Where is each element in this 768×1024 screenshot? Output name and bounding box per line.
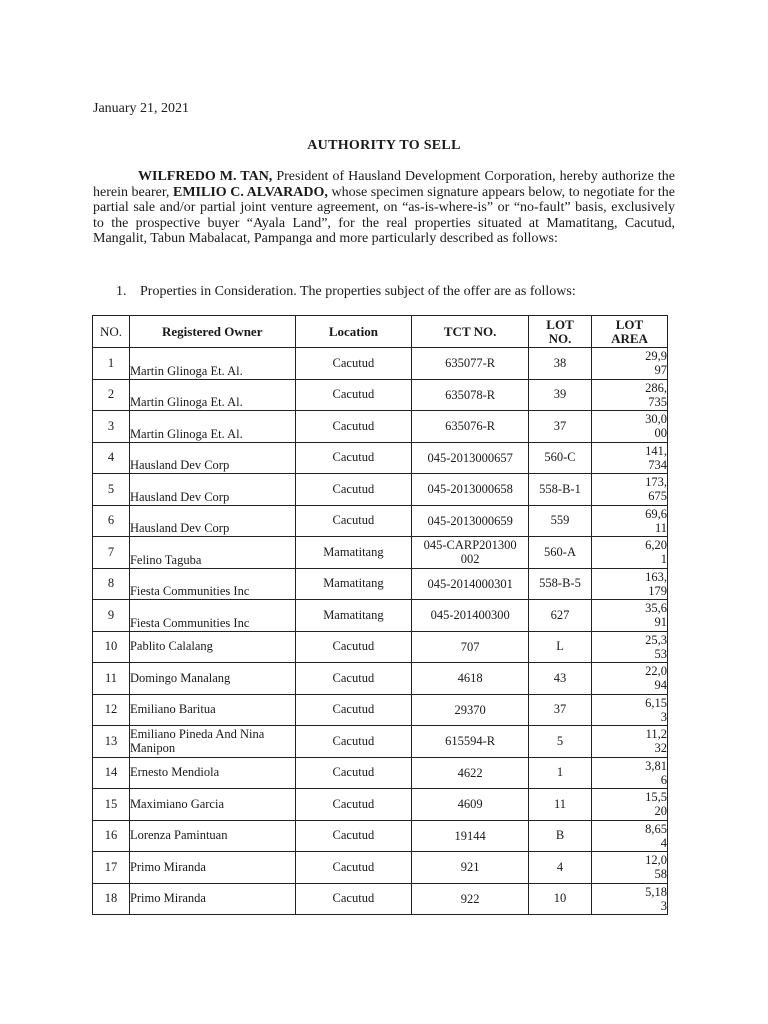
cell-location: Mamatitang — [295, 537, 412, 569]
cell-no: 17 — [93, 852, 130, 884]
cell-lot-no: 558-B-1 — [529, 474, 592, 506]
lot-area-value: 35,691 — [645, 601, 667, 630]
cell-lot-no: 5 — [529, 726, 592, 758]
list-item-text: Properties in Consideration. The properties subject of the offer are as follows: — [140, 284, 576, 299]
cell-no: 10 — [93, 631, 130, 663]
cell-location: Cacutud — [295, 820, 412, 852]
cell-tct: 045-2013000657 — [412, 442, 529, 474]
cell-no: 6 — [93, 505, 130, 537]
lot-area-value: 286,735 — [645, 380, 667, 409]
table-row — [93, 537, 668, 569]
table-row — [93, 663, 668, 695]
lot-area-value: 30,000 — [645, 412, 667, 441]
header-no: NO. — [93, 316, 130, 348]
cell-tct: 045-CARP201300002 — [412, 537, 529, 569]
cell-location: Cacutud — [295, 442, 412, 474]
cell-lot-no: 10 — [529, 883, 592, 915]
cell-no: 15 — [93, 789, 130, 821]
table-row — [93, 379, 668, 411]
cell-lot-area — [592, 442, 668, 474]
cell-no: 11 — [93, 663, 130, 695]
cell-location: Cacutud — [295, 757, 412, 789]
cell-owner: Fiesta Communities Inc — [129, 568, 295, 600]
cell-lot-area — [592, 852, 668, 884]
cell-lot-area — [592, 348, 668, 380]
header-lot-area: LOT AREA — [592, 316, 668, 348]
cell-owner: Martin Glinoga Et. Al. — [129, 411, 295, 443]
lot-area-value: 163,179 — [645, 569, 667, 598]
cell-owner: Felino Taguba — [129, 537, 295, 569]
cell-tct: 635076-R — [412, 411, 529, 443]
paragraph-text-1: President of Hausland Development Corporation, hereby authorize the herein bearer, — [93, 169, 675, 200]
cell-lot-area — [592, 411, 668, 443]
cell-owner: Hausland Dev Corp — [129, 474, 295, 506]
cell-location: Cacutud — [295, 379, 412, 411]
cell-no: 1 — [93, 348, 130, 380]
cell-no: 14 — [93, 757, 130, 789]
cell-tct: 635078-R — [412, 379, 529, 411]
cell-no: 9 — [93, 600, 130, 632]
document-date: January 21, 2021 — [93, 101, 190, 116]
lot-area-value: 69,611 — [645, 506, 667, 535]
cell-owner: Hausland Dev Corp — [129, 505, 295, 537]
header-owner: Registered Owner — [129, 316, 295, 348]
cell-tct: 045-2014000301 — [412, 568, 529, 600]
cell-tct: 615594-R — [412, 726, 529, 758]
table-row — [93, 474, 668, 506]
cell-owner: Pablito Calalang — [129, 631, 295, 663]
cell-tct: 4609 — [412, 789, 529, 821]
cell-lot-area — [592, 694, 668, 726]
cell-tct: 4618 — [412, 663, 529, 695]
cell-owner: Maximiano Garcia — [129, 789, 295, 821]
cell-lot-no: 43 — [529, 663, 592, 695]
lot-area-value: 25,353 — [645, 632, 667, 661]
lot-area-value: 12,058 — [645, 853, 667, 882]
cell-location: Cacutud — [295, 348, 412, 380]
header-location: Location — [295, 316, 412, 348]
cell-tct: 045-201400300 — [412, 600, 529, 632]
cell-lot-area — [592, 789, 668, 821]
cell-no: 3 — [93, 411, 130, 443]
cell-lot-no: B — [529, 820, 592, 852]
lot-area-value: 6,153 — [645, 695, 667, 724]
lot-area-value: 141,734 — [645, 443, 667, 472]
cell-lot-area — [592, 568, 668, 600]
cell-no: 16 — [93, 820, 130, 852]
cell-lot-area — [592, 600, 668, 632]
cell-lot-area — [592, 726, 668, 758]
lot-area-value: 6,201 — [645, 538, 667, 567]
cell-owner: Primo Miranda — [129, 883, 295, 915]
table-row — [93, 820, 668, 852]
cell-tct: 29370 — [412, 694, 529, 726]
lot-area-value: 22,094 — [645, 664, 667, 693]
cell-no: 8 — [93, 568, 130, 600]
cell-no: 5 — [93, 474, 130, 506]
cell-location: Mamatitang — [295, 600, 412, 632]
cell-lot-no: 38 — [529, 348, 592, 380]
cell-owner: Emiliano Baritua — [129, 694, 295, 726]
cell-no: 18 — [93, 883, 130, 915]
cell-lot-no: 560-A — [529, 537, 592, 569]
table-row — [93, 726, 668, 758]
lot-area-value: 29,997 — [645, 349, 667, 378]
cell-location: Cacutud — [295, 883, 412, 915]
cell-tct: 045-2013000659 — [412, 505, 529, 537]
cell-lot-no: 559 — [529, 505, 592, 537]
table-row — [93, 757, 668, 789]
cell-owner: Domingo Manalang — [129, 663, 295, 695]
cell-lot-no: 560-C — [529, 442, 592, 474]
table-row — [93, 852, 668, 884]
table-row — [93, 789, 668, 821]
cell-owner: Ernesto Mendiola — [129, 757, 295, 789]
document-title: AUTHORITY TO SELL — [307, 138, 461, 153]
cell-lot-no: 37 — [529, 411, 592, 443]
lot-area-value: 173,675 — [645, 475, 667, 504]
paragraph-text-2: whose specimen signature appears below, to negotiate for the partial sale and/or partial joint venture agreement, on “as-is-where-is” or “no-fault” basis, exclusively to the prospective buyer “Ayala Land”, for the real properties situated at Mamatitang, Cacutud, Mangalit, Tabun Mabalacat, Pampanga and more particularly described as follows: — [93, 184, 675, 247]
cell-lot-no: 1 — [529, 757, 592, 789]
cell-location: Mamatitang — [295, 568, 412, 600]
cell-lot-area — [592, 663, 668, 695]
cell-owner: Primo Miranda — [129, 852, 295, 884]
cell-no: 2 — [93, 379, 130, 411]
cell-location: Cacutud — [295, 505, 412, 537]
list-item-number: 1. — [116, 284, 127, 299]
cell-location: Cacutud — [295, 663, 412, 695]
table-row — [93, 442, 668, 474]
table-row — [93, 505, 668, 537]
cell-lot-no: 37 — [529, 694, 592, 726]
cell-tct: 635077-R — [412, 348, 529, 380]
cell-location: Cacutud — [295, 789, 412, 821]
cell-location: Cacutud — [295, 631, 412, 663]
table-body — [93, 348, 668, 915]
cell-owner: Martin Glinoga Et. Al. — [129, 379, 295, 411]
cell-tct: 707 — [412, 631, 529, 663]
header-lot-no: LOT NO. — [529, 316, 592, 348]
cell-lot-no: 627 — [529, 600, 592, 632]
cell-tct: 921 — [412, 852, 529, 884]
table-row — [93, 568, 668, 600]
table-header-row — [93, 316, 668, 348]
cell-lot-area — [592, 379, 668, 411]
cell-tct: 922 — [412, 883, 529, 915]
properties-table — [92, 315, 668, 915]
cell-tct: 19144 — [412, 820, 529, 852]
cell-location: Cacutud — [295, 474, 412, 506]
table-row — [93, 883, 668, 915]
cell-lot-area — [592, 631, 668, 663]
cell-no: 4 — [93, 442, 130, 474]
lot-area-value: 8,654 — [645, 821, 667, 850]
lot-area-value: 3,816 — [645, 758, 667, 787]
cell-lot-no: 4 — [529, 852, 592, 884]
cell-owner: Fiesta Communities Inc — [129, 600, 295, 632]
lot-area-value: 11,232 — [645, 727, 667, 756]
cell-no: 13 — [93, 726, 130, 758]
cell-owner: Hausland Dev Corp — [129, 442, 295, 474]
cell-lot-area — [592, 883, 668, 915]
header-tct: TCT NO. — [412, 316, 529, 348]
table-row — [93, 631, 668, 663]
cell-lot-area — [592, 537, 668, 569]
cell-tct: 045-2013000658 — [412, 474, 529, 506]
table-row — [93, 600, 668, 632]
table-row — [93, 348, 668, 380]
cell-owner: Lorenza Pamintuan — [129, 820, 295, 852]
cell-owner: Emiliano Pineda And Nina Manipon — [129, 726, 295, 758]
lot-area-value: 15,520 — [645, 790, 667, 819]
cell-owner: Martin Glinoga Et. Al. — [129, 348, 295, 380]
cell-lot-no: 11 — [529, 789, 592, 821]
cell-lot-area — [592, 474, 668, 506]
table-row — [93, 411, 668, 443]
cell-lot-no: L — [529, 631, 592, 663]
cell-no: 7 — [93, 537, 130, 569]
cell-location: Cacutud — [295, 852, 412, 884]
cell-no: 12 — [93, 694, 130, 726]
cell-lot-area — [592, 757, 668, 789]
table-row — [93, 694, 668, 726]
bearer-name: EMILIO C. ALVARADO, — [172, 184, 328, 200]
cell-location: Cacutud — [295, 726, 412, 758]
cell-lot-area — [592, 505, 668, 537]
list-item-properties — [116, 284, 576, 300]
cell-lot-no: 558-B-5 — [529, 568, 592, 600]
cell-lot-area — [592, 820, 668, 852]
president-name: WILFREDO M. TAN, — [138, 169, 273, 184]
authority-paragraph — [93, 169, 675, 247]
cell-lot-no: 39 — [529, 379, 592, 411]
cell-location: Cacutud — [295, 411, 412, 443]
cell-tct: 4622 — [412, 757, 529, 789]
cell-location: Cacutud — [295, 694, 412, 726]
lot-area-value: 5,183 — [645, 884, 667, 913]
